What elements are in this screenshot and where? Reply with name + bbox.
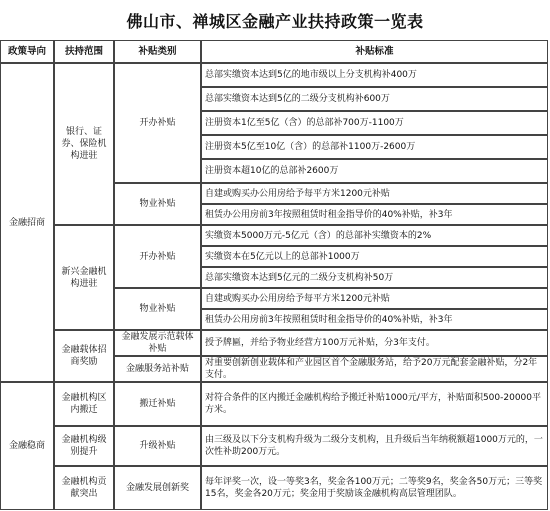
standard-row: 对重要创新创业载体和产业园区首个金融服务站，给予20万元配套金融补贴，分2年支付。	[201, 356, 548, 382]
category-demo-carrier-subsidy: 金融发展示范载体补贴	[114, 330, 201, 356]
standard-row: 注册资本超10亿的总部补2600万	[201, 159, 548, 183]
category-upgrade-subsidy: 升级补贴	[114, 426, 201, 466]
policy-financial-recruitment: 金融招商	[0, 63, 54, 382]
scope-carrier-reward: 金融载体招商奖励	[54, 330, 114, 382]
standard-row: 授予牌匾，并给予物业经营方100万元补贴，分3年支付。	[201, 330, 548, 356]
category-service-station-subsidy: 金融服务站补贴	[114, 356, 201, 382]
standard-row: 自建或购买办公用房给予每平方米1200元补贴	[201, 183, 548, 204]
header-support-scope: 扶持范围	[54, 40, 114, 63]
standard-row: 注册资本5亿至10亿（含）的总部补1100万-2600万	[201, 135, 548, 159]
scope-outstanding-contribution: 金融机构贡献突出	[54, 466, 114, 510]
standard-row: 实缴资本5000万元-5亿元（含）的总部补实缴资本的2%	[201, 225, 548, 246]
category-relocation-subsidy: 搬迁补贴	[114, 382, 201, 426]
scope-relocation: 金融机构区内搬迁	[54, 382, 114, 426]
header-subsidy-category: 补贴类别	[114, 40, 201, 63]
category-startup-subsidy: 开办补贴	[114, 63, 201, 183]
policy-financial-stabilization: 金融稳商	[0, 382, 54, 510]
standard-row: 租赁办公用房前3年按照租赁时租金指导价的40%补贴，补3年	[201, 309, 548, 330]
standard-row: 总部实缴资本达到5亿的地市级以上分支机构补400万	[201, 63, 548, 87]
standard-row: 对符合条件的区内搬迁金融机构给予搬迁补贴1000元/平方，补贴面积500-20000平方米。	[201, 382, 548, 426]
scope-banks-securities-insurance: 银行、证券、保险机构进驻	[54, 63, 114, 225]
standard-row: 实缴资本在5亿元以上的总部补1000万	[201, 246, 548, 267]
standard-row: 自建或购买办公用房给予每平方米1200元补贴	[201, 288, 548, 309]
scope-emerging-financial: 新兴金融机构进驻	[54, 225, 114, 330]
header-policy-direction: 政策导向	[0, 40, 54, 63]
standard-row: 租赁办公用房前3年按照租赁时租金指导价的40%补贴，补3年	[201, 204, 548, 225]
header-subsidy-standard: 补贴标准	[201, 40, 548, 63]
standard-row: 由三级及以下分支机构升级为二级分支机构，且升级后当年纳税额超1000万元的，一次性补助200万元。	[201, 426, 548, 466]
page-title: 佛山市、禅城区金融产业扶持政策一览表	[126, 11, 424, 31]
category-property-subsidy: 物业补贴	[114, 183, 201, 225]
category-innovation-award: 金融发展创新奖	[114, 466, 201, 510]
standard-row: 总部实缴资本达到5亿的二级分支机构补600万	[201, 87, 548, 111]
category-property-subsidy-2: 物业补贴	[114, 288, 201, 330]
scope-level-upgrade: 金融机构级别提升	[54, 426, 114, 466]
category-startup-subsidy-2: 开办补贴	[114, 225, 201, 288]
standard-row: 总部实缴资本达到5亿元的二级分支机构补50万	[201, 267, 548, 288]
standard-row: 注册资本1亿至5亿（含）的总部补700万-1100万	[201, 111, 548, 135]
standard-row: 每年评奖一次，设一等奖3名，奖金各100万元；二等奖9名，奖金各50万元；三等奖15名，奖金各20万元；奖金用于奖励该金融机构高层管理团队。	[201, 466, 548, 510]
